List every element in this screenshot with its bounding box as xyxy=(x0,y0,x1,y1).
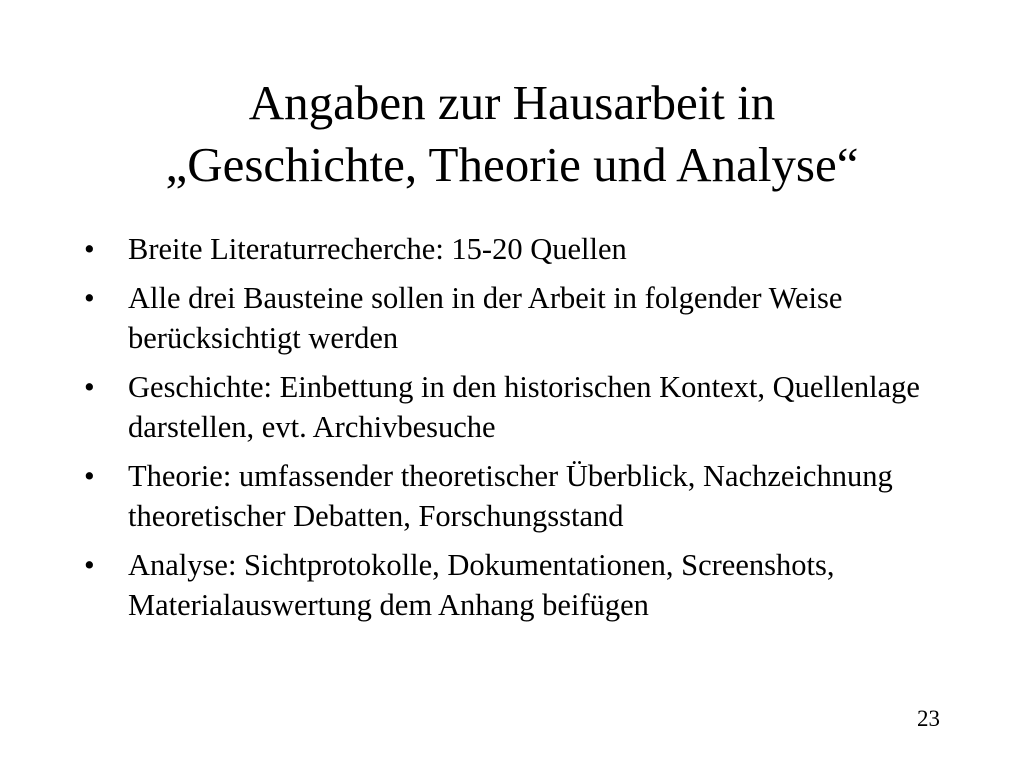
bullet-point-icon: • xyxy=(84,459,95,493)
slide-title xyxy=(60,72,964,196)
bullet-item-building-blocks xyxy=(84,278,964,358)
page-number: 23 xyxy=(917,706,940,731)
bullet-point-icon: • xyxy=(84,232,95,266)
slide-title-line-1: Angaben zur Hausarbeit in xyxy=(248,75,776,130)
bullet-point-icon: • xyxy=(84,548,95,582)
bullet-point-icon: • xyxy=(84,370,95,404)
bullet-item-literature xyxy=(84,229,964,269)
bullet-text: Analyse: Sichtprotokolle, Dokumentationen, Screenshots, Materialauswertung dem Anhang beifügen xyxy=(128,548,835,622)
bullet-text: Theorie: umfassender theoretischer Überblick, Nachzeichnung theoretischer Debatten, Forschungsstand xyxy=(128,459,893,533)
bullet-text: Alle drei Bausteine sollen in der Arbeit in folgender Weise berücksichtigt werden xyxy=(128,281,843,355)
bullet-text: Breite Literaturrecherche: 15-20 Quellen xyxy=(128,232,627,266)
bullet-point-icon: • xyxy=(84,281,95,315)
slide-title-line-2: „Geschichte, Theorie und Analyse“ xyxy=(165,137,859,192)
bullet-item-history xyxy=(84,367,964,447)
bullet-text: Geschichte: Einbettung in den historischen Kontext, Quellenlage darstellen, evt. Archivbesuche xyxy=(128,370,920,444)
bullet-item-analysis xyxy=(84,545,964,625)
bullet-item-theory xyxy=(84,456,964,536)
bullet-list xyxy=(84,229,964,634)
